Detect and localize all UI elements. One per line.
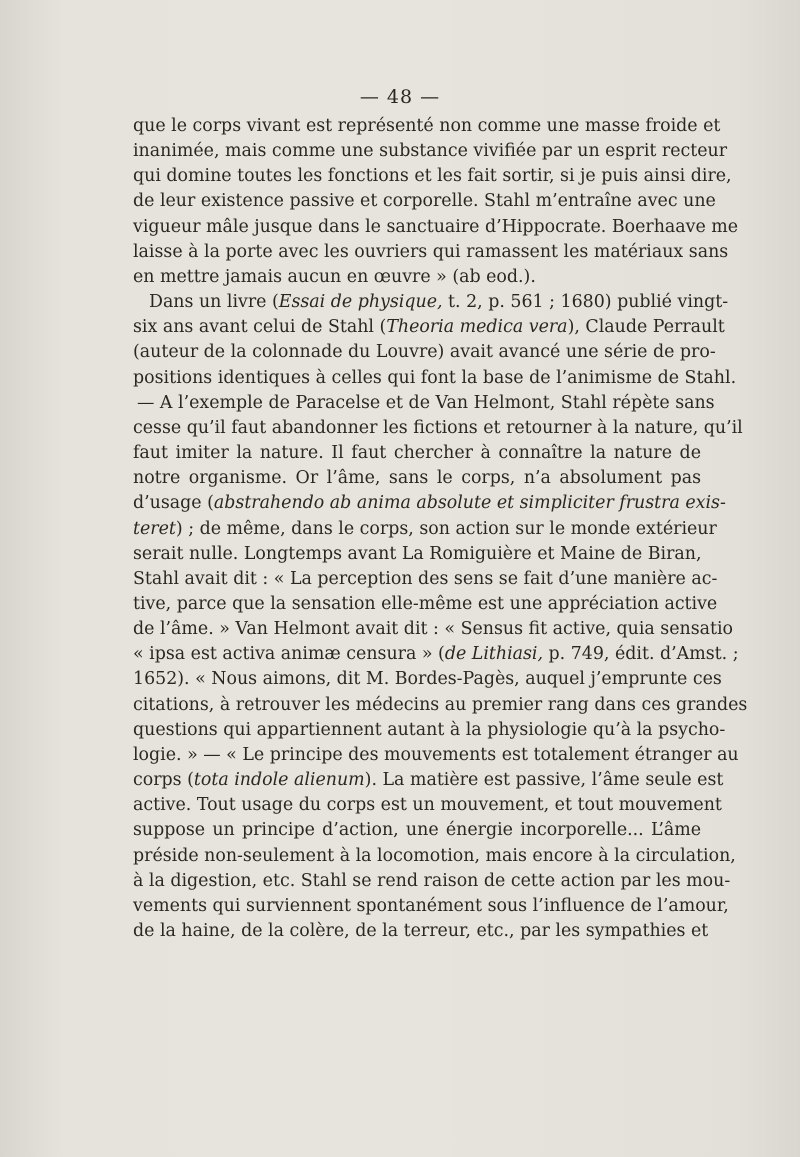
text-line: teret) ; de même, dans le corps, son action sur le monde extérieur — [133, 518, 717, 539]
text-line: citations, à retrouver les médecins au premier rang dans ces grandes — [133, 694, 748, 715]
text-line: — A l’exemple de Paracelse et de Van Helmont, Stahl répète sans — [137, 392, 715, 413]
text-line: qui domine toutes les fonctions et les fait sortir, si je puis ainsi dire, — [133, 166, 732, 187]
text-line: logie. » — « Le principe des mouvements est totalement étranger au — [133, 744, 739, 765]
text-line: active. Tout usage du corps est un mouvement, et tout mouvement — [133, 795, 722, 816]
text-line: de l’âme. » Van Helmont avait dit : « Sensus fit active, quia sensatio — [133, 619, 734, 640]
text-line: serait nulle. Longtemps avant La Romiguière et Maine de Biran, — [133, 543, 702, 564]
text-line: positions identiques à celles qui font la base de l’animisme de Stahl. — [133, 367, 737, 388]
text-line: notre organisme. Or l’âme, sans le corps, n’a absolument pas — [133, 468, 701, 489]
text-line: six ans avant celui de Stahl (Theoria medica vera), Claude Perrault — [133, 317, 725, 338]
text-line: suppose un principe d’action, une énergie incorporelle... L’âme — [133, 820, 701, 841]
text-line: inanimée, mais comme une substance vivifiée par un esprit recteur — [133, 141, 728, 162]
text-line: faut imiter la nature. Il faut chercher à connaître la nature de — [133, 443, 701, 464]
text-line: « ipsa est activa animæ censura » (de Lithiasi, p. 749, édit. d’Amst. ; — [133, 644, 739, 665]
text-line: d’usage (abstrahendo ab anima absolute et simpliciter frustra exis- — [133, 493, 726, 514]
text-line: tive, parce que la sensation elle-même est une appréciation active — [133, 593, 718, 614]
text-line: (auteur de la colonnade du Louvre) avait avancé une série de pro- — [133, 342, 716, 363]
text-line: en mettre jamais aucun en œuvre » (ab eod.). — [133, 266, 536, 287]
text-line: à la digestion, etc. Stahl se rend raison de cette action par les mou- — [133, 870, 731, 891]
text-line: préside non-seulement à la locomotion, mais encore à la circulation, — [133, 845, 736, 866]
text-line: vigueur mâle jusque dans le sanctuaire d’Hippocrate. Boerhaave me — [133, 216, 739, 237]
text-line: que le corps vivant est représenté non comme une masse froide et — [133, 116, 721, 136]
text-line: 1652). « Nous aimons, dit M. Bordes-Pagès, auquel j’emprunte ces — [133, 669, 722, 690]
text-line: laisse à la porte avec les ouvriers qui ramassent les matériaux sans — [133, 241, 729, 262]
page-number: — 48 — — [359, 86, 441, 108]
text-line: de leur existence passive et corporelle. Stahl m’entraîne avec une — [133, 191, 716, 212]
text-line: Dans un livre (Essai de physique, t. 2, p. 561 ; 1680) publié vingt- — [149, 292, 729, 313]
text-line: questions qui appartiennent autant à la physiologie qu’à la psycho- — [133, 719, 726, 740]
body-text — [133, 114, 748, 944]
text-line: corps (tota indole alienum). La matière est passive, l’âme seule est — [133, 770, 724, 791]
text-line: de la haine, de la colère, de la terreur, etc., par les sympathies et — [133, 921, 709, 941]
text-line: Stahl avait dit : « La perception des sens se fait d’une manière ac- — [133, 568, 718, 589]
text-line: vements qui surviennent spontanément sous l’influence de l’amour, — [133, 895, 729, 916]
text-line: cesse qu’il faut abandonner les fictions et retourner à la nature, qu’il — [133, 417, 743, 438]
